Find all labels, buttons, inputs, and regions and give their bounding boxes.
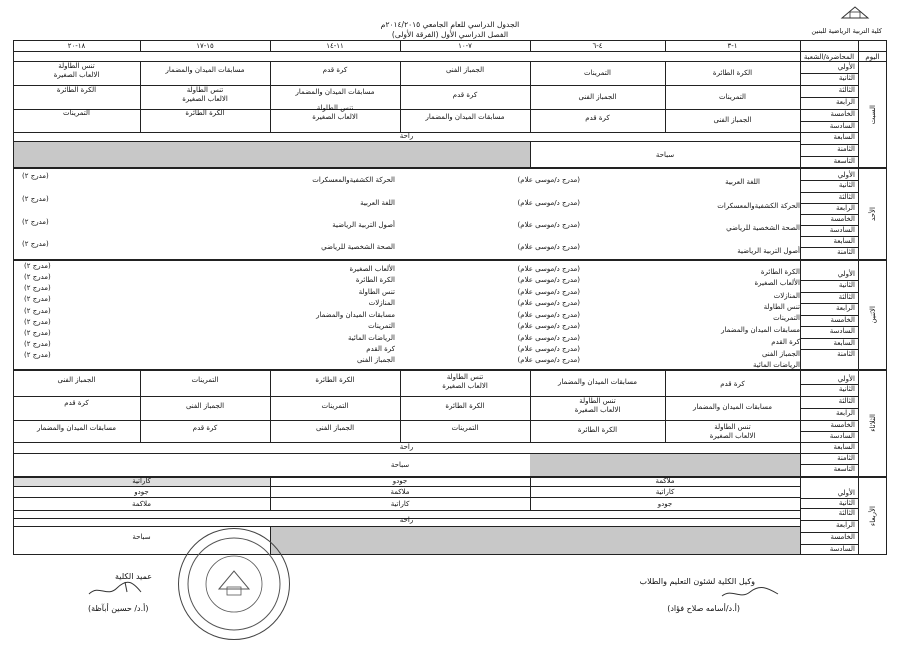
period-label: الثالثة (838, 293, 855, 301)
wed-r2-g1: كاراتية (655, 488, 675, 496)
sun-subject2-3: أصول التربية الرياضية (332, 221, 395, 229)
period-label: الخامسة (830, 110, 855, 118)
tue-rest: راحة (399, 443, 414, 451)
wed-r1-g1: ملاكمة (655, 477, 675, 485)
mon-subject-5: التمرينات (773, 314, 800, 322)
wed-r2-g5: جودو (134, 488, 149, 496)
sun-loc-4: (مدرج د/موسى علام) (517, 243, 580, 251)
col-group-2: ٤-٦ (592, 42, 603, 50)
mon-loc-5: (مدرج د/موسى علام) (517, 311, 580, 319)
mon-loc-8: (مدرج د/موسى علام) (517, 345, 580, 353)
period-label: السادسة (829, 226, 855, 234)
tue-r3-g2: الكرة الطائرة (577, 426, 618, 434)
col-group-6: ١٨-٢٠ (67, 42, 86, 50)
tue-r1-g2: مسابقات الميدان والمضمار (558, 378, 637, 386)
sat-r2-g5: تنس الطاولة (186, 86, 224, 94)
period-label: الأولي (837, 375, 855, 383)
mon-subject2-9: الجمباز الفنى (356, 356, 395, 364)
tue-r2-g5: الجمباز الفنى (185, 402, 225, 410)
tue-r1-g1: كرة قدم (720, 380, 745, 388)
page-subtitle: الفصل الدراسي الأول (الفرقة الأولى) (391, 30, 509, 39)
vice-dean-name: (أ.د/أسامه صلاح فؤاد) (667, 604, 740, 613)
period-label: الأولي (837, 63, 855, 71)
mon-loc-7: (مدرج د/موسى علام) (517, 334, 580, 342)
period-label: الثانية (838, 181, 855, 189)
mon-loc2-7: (مدرج ٢) (24, 329, 51, 337)
mon-subject2-5: مسابقات الميدان والمضمار (316, 311, 395, 319)
mon-subject-2: الألعاب الصغيرة (754, 279, 800, 287)
period-label: الأولي (837, 270, 855, 278)
mon-loc-6: (مدرج د/موسى علام) (517, 322, 580, 330)
sat-r1-g5: مسابقات الميدان والمضمار (165, 66, 245, 74)
sat-r2-g3: كرة قدم (452, 91, 478, 99)
period-label: الثانية (838, 385, 855, 393)
mon-subject-7: كرة القدم (771, 338, 800, 346)
day-sunday: الأحد (868, 206, 877, 221)
wed-swim: سباحة (132, 533, 151, 541)
mon-subject2-3: تنس الطاولة (358, 288, 395, 296)
period-label: الخامسة (830, 421, 855, 429)
tue-r3-g1b: الالعاب الصغيرة (709, 432, 756, 440)
period-label: الثامنة (837, 454, 855, 462)
col-group-4: ١١-١٤ (326, 42, 344, 50)
period-label: الأولي (837, 489, 855, 497)
wed-r3-g5: ملاكمة (131, 500, 152, 508)
sun-loc2-3: (مدرج ٢) (22, 218, 49, 226)
sun-subject-3: الصحة الشخصية للرياضي (726, 224, 800, 232)
period-label: السادسة (829, 122, 855, 130)
vice-dean-title: وكيل الكلية لشئون التعليم والطلاب (639, 577, 755, 586)
mon-subject2-7: الرياضات المائية (348, 334, 395, 342)
sat-r3-g1: الجمباز الفنى (713, 116, 752, 124)
mon-subject-4: تنس الطاولة (763, 303, 800, 311)
tue-r3-g5: كرة قدم (192, 424, 218, 432)
sat-r1-g1: الكرة الطائرة (712, 69, 753, 77)
mon-loc2-3: (مدرج ٢) (24, 284, 51, 292)
period-label: الرابعة (836, 304, 855, 312)
mon-subject-6: مسابقات الميدان والمضمار (721, 326, 800, 334)
sat-r3-g4: تنس الطاولة (316, 104, 354, 112)
college-name: كلية التربية الرياضية للبنين (811, 27, 882, 35)
sat-rest: راحة (399, 132, 414, 140)
period-label: الخامسة (830, 215, 855, 223)
sat-r3-g2: كرة قدم (585, 114, 610, 122)
tue-r1-g3b: الالعاب الصغيرة (442, 382, 488, 390)
mon-loc2-6: (مدرج ٢) (24, 318, 51, 326)
period-label: السابعة (833, 443, 855, 451)
mon-loc2-9: (مدرج ٢) (24, 351, 51, 359)
tue-r1-g4: الكرة الطائرة (315, 376, 355, 384)
mon-subject2-6: التمرينات (368, 322, 395, 330)
period-label: السادسة (829, 327, 855, 335)
wed-r3-g3: كاراتية (390, 500, 410, 508)
mon-subject-1: الكرة الطائرة (760, 268, 800, 276)
dean-signature (85, 578, 145, 602)
sat-r3-g4b: الالعاب الصغيرة (312, 113, 358, 121)
tue-r1-g5: التمرينات (191, 376, 219, 384)
period-label: السابعة (833, 339, 855, 347)
tue-swim: سباحة (390, 461, 410, 469)
period-label: الثالثة (838, 397, 855, 405)
sun-subject2-2: اللغة العربية (360, 199, 395, 207)
tue-r3-g6: مسابقات الميدان والمضمار (37, 424, 116, 432)
period-label: الرابعة (836, 409, 855, 417)
sun-loc2-1: (مدرج ٢) (22, 172, 49, 180)
sun-loc-3: (مدرج د/موسى علام) (517, 221, 580, 229)
day-wednesday: الأربعاء (868, 505, 877, 527)
period-label: الرابعة (836, 98, 855, 106)
sat-r3-g6: التمرينات (63, 109, 90, 117)
wed-rest: راحة (399, 516, 414, 524)
page-title: الجدول الدراسي للعام الجامعي ٢٠١٤/٢٠١٥م (380, 20, 520, 29)
period-label: الثامنة (837, 145, 855, 153)
mon-loc2-5: (مدرج ٢) (24, 307, 51, 315)
period-label: التاسعة (833, 157, 855, 165)
tue-r3-g1: تنس الطاولة (714, 423, 751, 431)
sat-r3-g3: مسابقات الميدان والمضمار (425, 113, 505, 121)
period-label: الخامسة (830, 316, 855, 324)
mon-subject2-1: الألعاب الصغيرة (349, 265, 395, 273)
period-label: السادسة (829, 545, 855, 553)
sun-subject-1: اللغة العربية (725, 178, 760, 186)
tue-r3-g3: التمرينات (451, 424, 479, 432)
sun-loc-1: (مدرج د/موسى علام) (517, 176, 580, 184)
mon-loc-3: (مدرج د/موسى علام) (517, 288, 580, 296)
period-label: الثالثة (838, 86, 855, 94)
sat-r1-g6: تنس الطاولة (58, 62, 95, 70)
period-label: الرابعة (836, 204, 855, 212)
tue-r2-g3: الكرة الطائرة (445, 402, 485, 410)
sat-r2-g6: الكرة الطائرة (56, 86, 97, 94)
period-label: الثامنة (837, 350, 855, 358)
day-saturday: السبت (868, 104, 877, 125)
mon-subject-8: الجمباز الفنى (761, 350, 800, 358)
sat-r2-g1: التمرينات (719, 93, 746, 101)
sun-loc2-2: (مدرج ٢) (22, 195, 49, 203)
mon-loc-1: (مدرج د/موسى علام) (517, 265, 580, 273)
mon-loc2-8: (مدرج ٢) (24, 340, 51, 348)
sat-swim: سباحة (655, 151, 675, 159)
mon-loc-2: (مدرج د/موسى علام) (517, 276, 580, 284)
col-group-3: ٧-١٠ (458, 42, 472, 50)
period-label: الرابعة (836, 521, 855, 529)
mon-loc-4: (مدرج د/موسى علام) (517, 299, 580, 307)
tue-r2-g2b: الالعاب الصغيرة (574, 406, 621, 414)
period-label: الثانية (838, 281, 855, 289)
sat-r1-g3: الجمباز الفنى (445, 66, 485, 74)
sat-r2-g5b: الالعاب الصغيرة (182, 95, 228, 103)
wed-r1-g5: كاراتية (132, 477, 151, 485)
mon-loc2-4: (مدرج ٢) (24, 295, 51, 303)
period-label: الثالثة (838, 193, 855, 201)
period-label: السادسة (829, 432, 855, 440)
col-group-1: ١-٣ (727, 42, 738, 50)
official-seal (178, 528, 290, 640)
vice-dean-signature (720, 584, 780, 602)
sun-subject-2: الحركة الكشفيةوالمعسكرات (717, 202, 800, 210)
sun-subject2-4: الصحة الشخصية للرياضي (321, 243, 395, 251)
period-label: الخامسة (830, 533, 855, 541)
wed-r2-g3: ملاكمة (390, 488, 410, 496)
col-group-5: ١٥-١٧ (196, 42, 214, 50)
sat-r1-g2: التمرينات (584, 69, 611, 77)
sat-r3-g5: الكرة الطائرة (185, 109, 225, 117)
tue-r2-g1: مسابقات الميدان والمضمار (693, 403, 772, 411)
period-label: السابعة (833, 133, 855, 141)
wed-r1-g3: جودو (392, 477, 408, 485)
mon-subject-9: الرياضات المائية (753, 361, 800, 369)
period-label: الثامنة (837, 248, 855, 256)
mon-subject2-8: كرة القدم (366, 345, 395, 353)
tue-r2-g4: التمرينات (321, 402, 349, 410)
tue-r3-g4: الجمباز الفنى (315, 424, 355, 432)
sat-r1-g6b: الالعاب الصغيرة (53, 71, 100, 79)
mon-loc-9: (مدرج د/موسى علام) (517, 356, 580, 364)
day-monday: الاثنين (868, 305, 877, 324)
sat-r2-g4: مسابقات الميدان والمضمار (295, 88, 375, 96)
sat-r1-g4: كرة قدم (322, 66, 348, 74)
sun-subject2-1: الحركة الكشفيةوالمعسكرات (312, 176, 395, 184)
tue-r2-g6: كرة قدم (64, 399, 89, 407)
mon-subject-3: المنازلات (773, 292, 800, 300)
mon-subject2-4: المنازلات (368, 299, 395, 307)
dean-name: (أ.د/ حسين أبآظة) (88, 604, 149, 613)
col-day: اليوم (865, 53, 880, 61)
wed-r3-g1: جودو (657, 500, 673, 508)
sun-subject-4: أصول التربية الرياضية (737, 247, 800, 255)
mon-loc2-2: (مدرج ٢) (24, 273, 51, 281)
mon-subject2-2: الكرة الطائرة (355, 276, 395, 284)
sun-loc-2: (مدرج د/موسى علام) (517, 199, 580, 207)
period-label: التاسعة (833, 465, 855, 473)
mon-loc2-1: (مدرج ٢) (24, 262, 51, 270)
sun-loc2-4: (مدرج ٢) (22, 240, 49, 248)
tue-r2-g2: تنس الطاولة (579, 397, 616, 405)
sat-r2-g2: الجمباز الفنى (578, 93, 617, 101)
period-label: الثانية (838, 74, 855, 82)
dean-title: عميد الكلية (115, 572, 152, 581)
period-label: الأولي (837, 171, 855, 179)
period-label: الثانية (838, 499, 855, 507)
period-label: الثالثة (838, 509, 855, 517)
period-label: السابعة (833, 237, 855, 245)
day-tuesday: الثلاثاء (868, 414, 877, 432)
college-logo (840, 4, 870, 20)
col-period: المحاضرة/الشعبة (803, 53, 855, 61)
tue-r1-g6: الجمباز الفنى (57, 376, 96, 384)
tue-r1-g3: تنس الطاولة (446, 373, 484, 381)
